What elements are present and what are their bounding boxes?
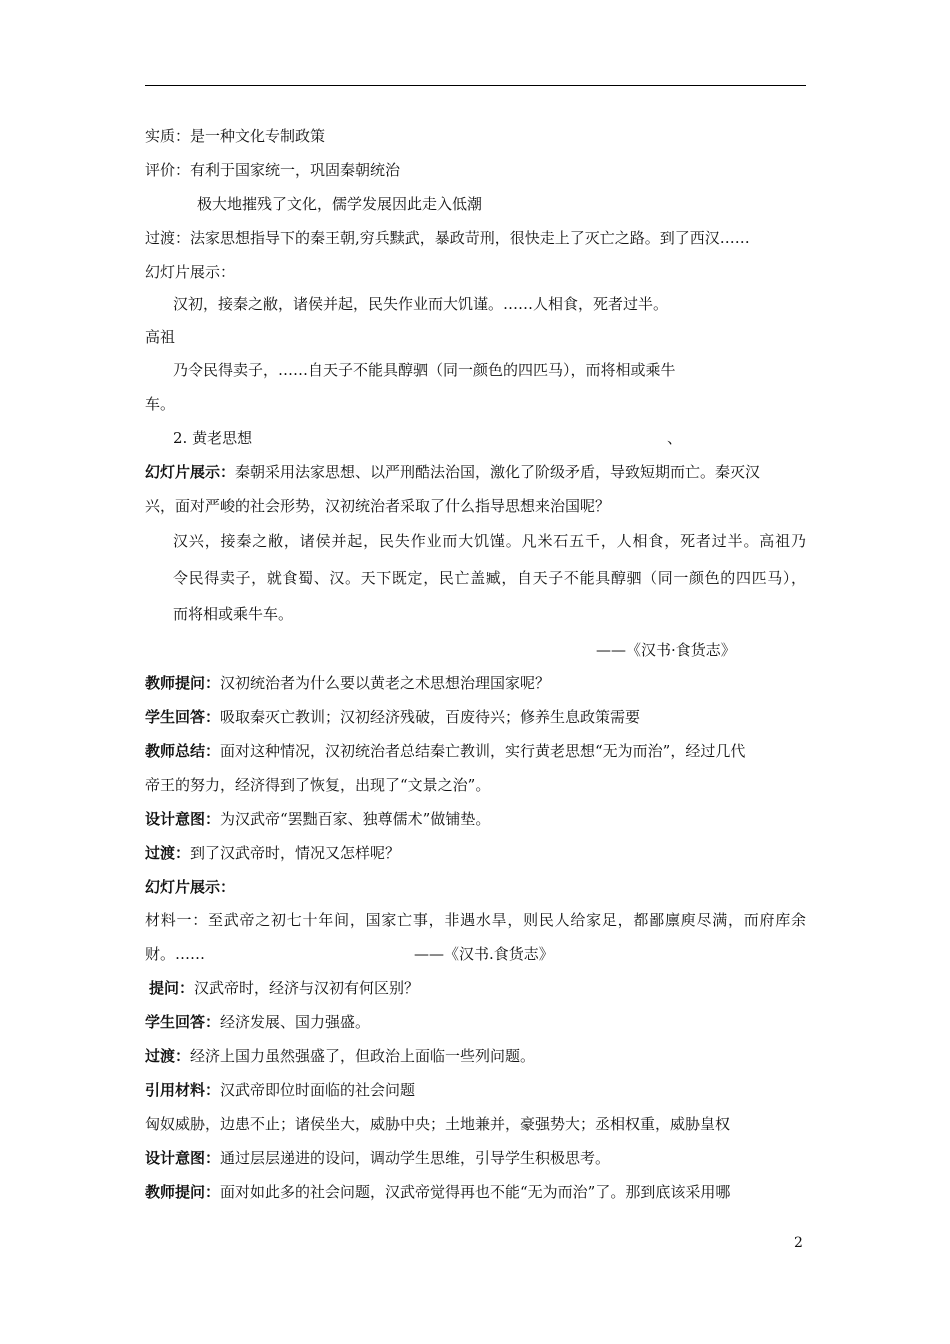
text-line: 汉初，接秦之敝，诸侯并起，民失作业而大饥谨。……人相食，死者过半。 [173,295,669,313]
text-line: 评价：有利于国家统一，巩固秦朝统治 [145,161,401,179]
text-line: 幻灯片展示： [145,878,236,896]
line-text: 为汉武帝“罢黜百家、独尊儒术”做铺垫。 [220,810,491,828]
text-line: 帝王的努力，经济得到了恢复，出现了“文景之治”。 [145,776,491,794]
line-label: 教师提问： [145,1183,221,1201]
text-line [145,809,806,829]
line-label: 幻灯片展示： [145,463,236,481]
text-line [145,707,806,727]
section-heading: 2. 黄老思想 [173,429,253,447]
page-number: 2 [794,1235,803,1251]
line-text: 经济发展、国力强盛。 [220,1013,371,1031]
text-line: 乃令民得卖子，……自天子不能具醇驷（同一颜色的四匹马），而将相或乘牛 [173,361,676,379]
text-line [145,1080,806,1100]
text-line: 幻灯片展示： [145,263,236,281]
line-text: 汉武帝即位时面临的社会问题 [220,1081,416,1099]
quote-source: ——《汉书.食货志》 [414,945,554,963]
text-line: 材料一：至武帝之初七十年间，国家亡事，非遇水旱，则民人给家足，都鄙廪庾尽满，而府库余 [145,911,806,929]
line-label: 设计意图： [145,810,221,828]
text-line: 车。 [145,395,176,413]
quote-line: 令民得卖子，就食蜀、汉。天下既定，民亡盖臧，自天子不能具醇驷（同一颜色的四匹马）， [173,569,806,587]
quote-line: 汉兴，接秦之敝，诸侯并起，民失作业而大饥馑。凡米石五千，人相食，死者过半。高祖乃 [173,532,806,550]
line-label: 过渡： [145,1047,191,1065]
text-line: 兴，面对严峻的社会形势，汉初统治者采取了什么指导思想来治国呢？ [145,497,611,515]
line-label: 教师总结： [145,742,221,760]
text-line: 极大地摧残了文化，儒学发展因此走入低潮 [197,195,483,213]
quote-source: ——《汉书·食货志》 [596,641,736,659]
text-line [145,1148,806,1168]
text-line: 过渡：法家思想指导下的秦王朝,穷兵黩武，暴政苛刑，很快走上了灭亡之路。到了西汉…… [145,229,750,247]
line-label: 学生回答： [145,1013,221,1031]
text-line [145,741,806,761]
text-line: 高祖 [145,328,176,346]
line-label: 设计意图： [145,1149,221,1167]
line-text: 吸取秦灭亡教训；汉初经济残破，百废待兴；修养生息政策需要 [220,708,641,726]
text-line [145,1182,806,1202]
text-line: 实质：是一种文化专制政策 [145,127,326,145]
stray-mark: 、 [667,429,683,447]
text-line [145,673,806,693]
text-line [145,1046,806,1066]
text-line [149,978,810,998]
text-line: 财。…… [145,945,206,963]
line-text: 汉武帝时，经济与汉初有何区别？ [194,979,420,997]
text-line [145,462,806,482]
line-text: 通过层层递进的设问，调动学生思维，引导学生积极思考。 [220,1149,611,1167]
line-label: 学生回答： [145,708,221,726]
line-text: 面对这种情况，汉初统治者总结秦亡教训，实行黄老思想“无为而治”，经过几代 [220,742,746,760]
line-text: 经济上国力虽然强盛了，但政治上面临一些列问题。 [190,1047,536,1065]
line-label: 过渡： [145,844,191,862]
line-text: 面对如此多的社会问题，汉武帝觉得再也不能“无为而治”了。那到底该采用哪 [220,1183,731,1201]
text-line [145,843,806,863]
line-text: 汉初统治者为什么要以黄老之术思想治理国家呢？ [220,674,551,692]
line-text: 到了汉武帝时，情况又怎样呢？ [190,844,401,862]
header-rule [145,85,806,86]
text-line: 匈奴威胁，边患不止；诸侯坐大，威胁中央；土地兼并，豪强势大；丞相权重，威胁皇权 [145,1115,731,1133]
text-line [145,1012,806,1032]
line-text: 秦朝采用法家思想、以严刑酷法治国，激化了阶级矛盾，导致短期而亡。秦灭汉 [235,463,761,481]
line-label: 教师提问： [145,674,221,692]
quote-line: 而将相或乘牛车。 [173,605,294,623]
line-label: 引用材料： [145,1081,221,1099]
line-label: 提问： [149,979,195,997]
